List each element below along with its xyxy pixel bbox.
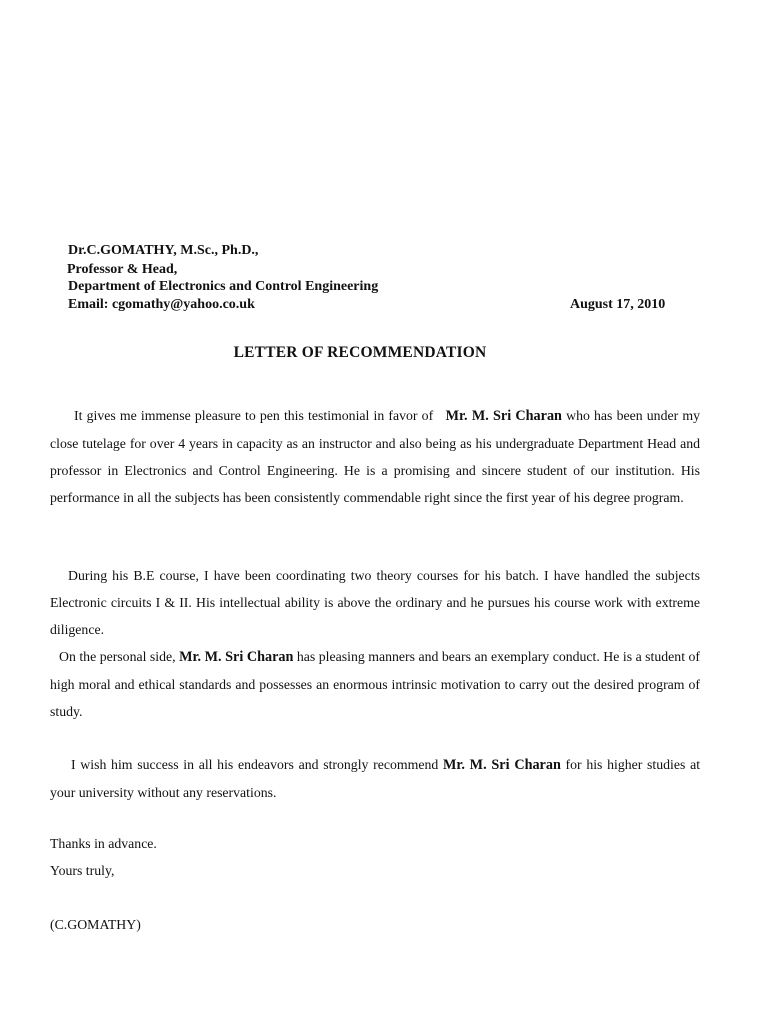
candidate-name: Mr. M. Sri Charan bbox=[179, 649, 294, 665]
paragraph-4 bbox=[50, 751, 700, 806]
letter-date: August 17, 2010 bbox=[570, 297, 666, 312]
author-department: Department of Electronics and Control Engineering bbox=[68, 279, 379, 294]
paragraph-4-lead: I wish him success in all his endeavors and strongly recommend bbox=[71, 757, 439, 772]
paragraph-2 bbox=[50, 562, 700, 643]
candidate-name: Mr. M. Sri Charan bbox=[445, 408, 562, 424]
closing-thanks: Thanks in advance. bbox=[50, 836, 157, 851]
paragraph-3-body: has pleasing manners and bears an exemplary conduct. He is a student of high moral and ethical standards and possesses an enormous intrinsic motivation to carry out the desired program of study. bbox=[50, 649, 701, 719]
paragraph-3 bbox=[50, 643, 700, 725]
author-name: Dr.C.GOMATHY, M.Sc., Ph.D., bbox=[68, 243, 259, 258]
paragraph-2-body: During his B.E course, I have been coordinating two theory courses for his batch. I have handled the subjects Electronic circuits I & II. His intellectual ability is above the ordinary and he pursues his course work with extreme diligence. bbox=[50, 568, 700, 637]
author-email: Email: cgomathy@yahoo.co.uk bbox=[68, 297, 255, 312]
candidate-name: Mr. M. Sri Charan bbox=[442, 757, 561, 773]
paragraph-1 bbox=[50, 402, 700, 511]
letter-title: LETTER OF RECOMMENDATION bbox=[233, 344, 487, 361]
paragraph-1-body: who has been under my close tutelage for over 4 years in capacity as an instructor and also being as his undergraduate Department Head and professor in Electronics and Control Engineering. He is a promising and sincere student of our institution. His performance in all the subjects has been consistently commendable right since the first year of his degree program. bbox=[50, 408, 700, 505]
paragraph-4-body: for his higher studies at your university without any reservations. bbox=[50, 757, 701, 800]
closing-regards: Yours truly, bbox=[50, 863, 115, 878]
paragraph-3-lead: On the personal side, bbox=[59, 649, 176, 664]
author-position: Professor & Head, bbox=[67, 262, 178, 277]
paragraph-1-lead: It gives me immense pleasure to pen this testimonial in favor of bbox=[74, 408, 434, 423]
signature-name: (C.GOMATHY) bbox=[50, 917, 141, 932]
